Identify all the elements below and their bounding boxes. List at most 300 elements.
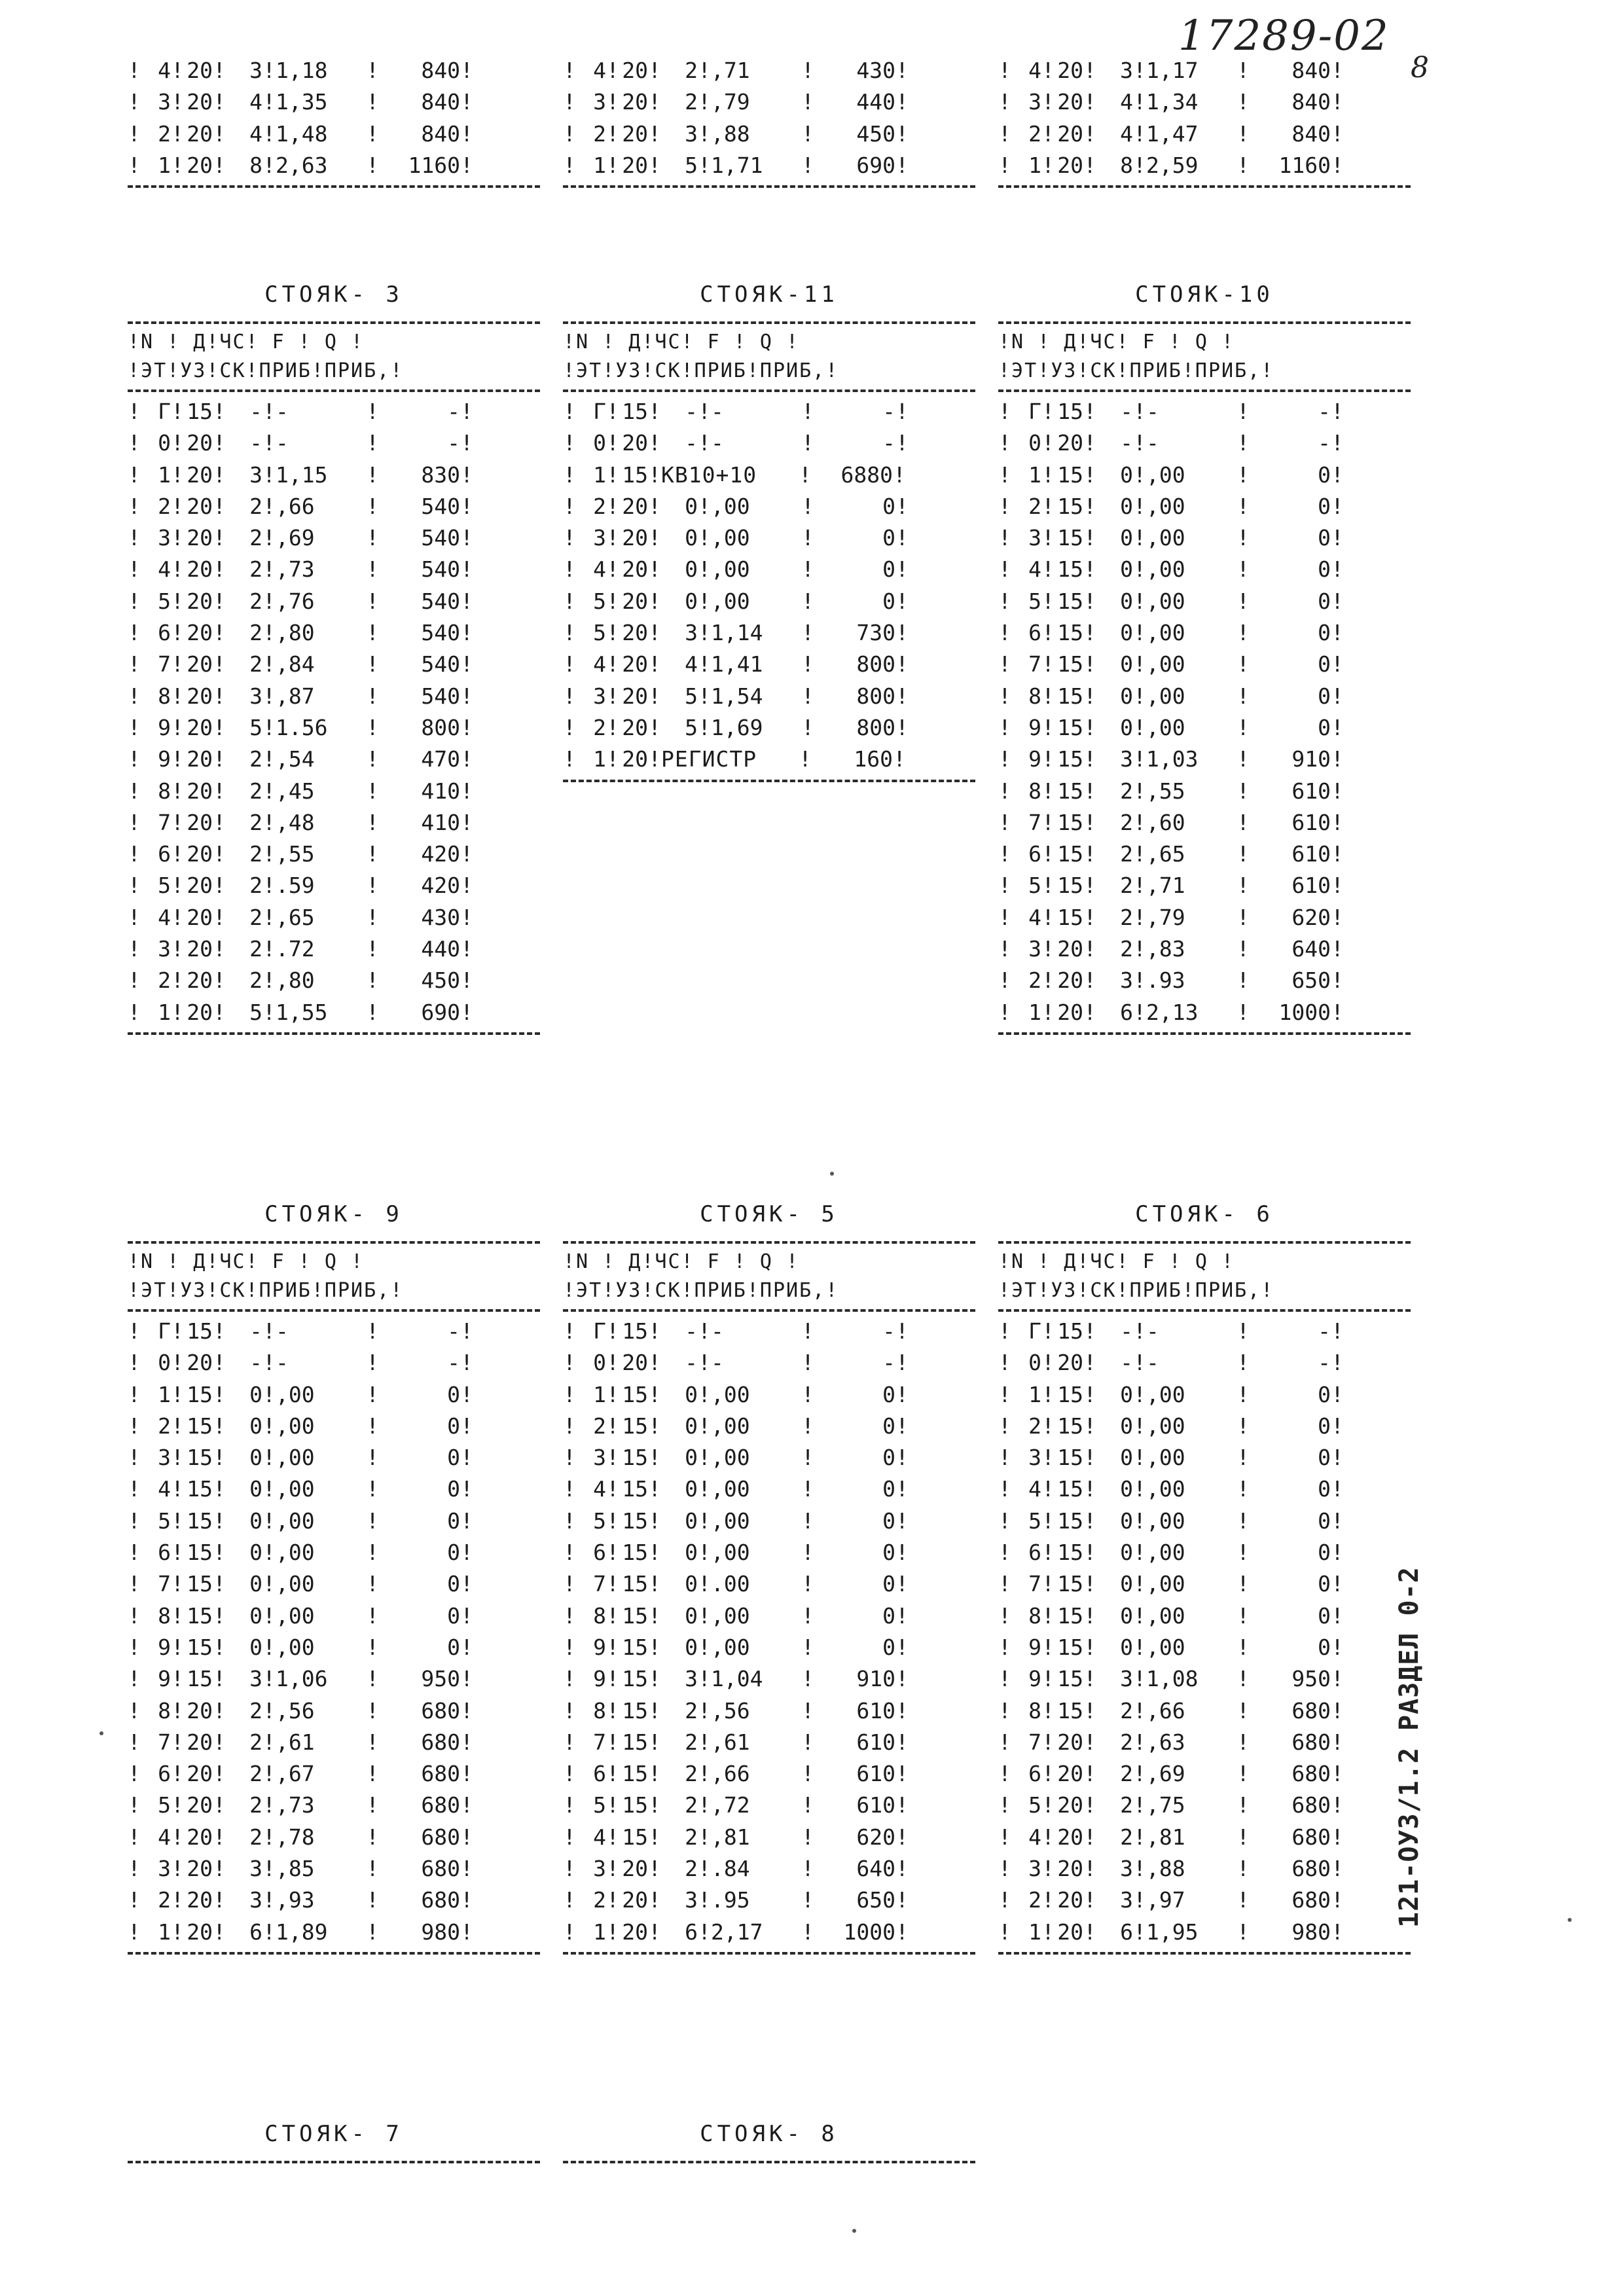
cell-heat-load: 430 [421,904,460,930]
cell-separator: ! [998,714,1011,740]
cell-separator: ! [1331,1476,1344,1502]
cell-separator: ! [128,1571,141,1597]
cell-heat-load: 6880 [840,461,893,488]
table-row [128,902,540,933]
cell-separator: ! [213,620,226,646]
cell-heat-load: 0 [447,1445,460,1471]
table-row [128,427,540,459]
cell-separator: ! [1331,1666,1344,1692]
cell-diameter: 20 [187,1729,213,1755]
table-row [998,55,1411,86]
cell-separator: ! [606,714,619,740]
cell-floor: 3 [1028,525,1041,551]
cell-diameter: 20 [1057,1350,1083,1376]
cell-diameter: 15 [1057,683,1083,709]
cell-separator: ! [460,152,473,178]
cell-separator: ! [998,1792,1011,1818]
cell-separator: ! [460,588,473,614]
cell-floor: 4 [1028,556,1041,583]
cell-separator: ! [1041,1350,1055,1376]
cell-separator: ! [698,152,711,178]
cell-floor: 5 [1028,1508,1041,1534]
table-row [998,839,1411,870]
cell-area: ,63 [1146,1729,1185,1755]
cell-separator: ! [1331,1634,1344,1660]
cell-heat-load: 450 [856,120,895,147]
dashed-rule [128,389,540,392]
cell-separator: ! [128,1476,141,1502]
cell-sections: - [1120,399,1133,424]
cell-diameter: 15 [1057,1318,1083,1344]
cell-separator: ! [1083,841,1096,867]
cell-separator: ! [563,1318,576,1344]
table-row [128,1663,540,1695]
cell-separator: ! [171,809,184,835]
cell-sections: 2 [685,1761,698,1787]
cell-area: ,93 [276,1887,315,1913]
cell-separator: ! [895,620,909,646]
cell-area: ,00 [711,1634,750,1660]
cell-separator: ! [171,620,184,646]
table-row [998,1917,1411,1948]
cell-separator: ! [698,1666,711,1692]
cell-area: ,00 [711,493,750,519]
cell-sections: 0 [1120,461,1133,488]
cell-heat-load: 800 [856,683,895,709]
cell-sections: 5 [685,683,698,709]
cell-separator: ! [1041,1413,1055,1439]
cell-separator: ! [213,904,226,930]
cell-diameter: 20 [187,430,213,456]
cell-separator: ! [606,399,619,424]
cell-separator: ! [128,1540,141,1566]
cell-separator: ! [460,1540,473,1566]
cell-floor: 7 [1028,651,1041,677]
cell-separator: ! [648,1350,661,1376]
cell-separator: ! [1236,1476,1250,1502]
cell-area: ,00 [276,1540,315,1566]
cell-sections: - [685,1318,698,1344]
cell-separator: ! [1331,1571,1344,1597]
cell-separator: ! [1331,746,1344,772]
cell-sections: 2 [249,525,262,551]
cell-separator: ! [1331,1729,1344,1755]
cell-separator: ! [1133,430,1146,456]
cell-separator: ! [1331,1413,1344,1439]
cell-sections: 0 [1120,493,1133,519]
table-row [563,1758,975,1790]
cell-sections: 3 [685,620,698,646]
cell-floor: 4 [1028,1476,1041,1502]
cell-diameter: 15 [187,1318,213,1344]
cell-area: ,00 [1146,1476,1185,1502]
cell-diameter: 20 [187,556,213,583]
cell-heat-load: 1160 [408,152,460,178]
cell-separator: ! [606,1634,619,1660]
cell-separator: ! [648,525,661,551]
riser-table-5 [563,1191,975,1959]
cell-heat-load: 730 [856,620,895,646]
cell-sections-note: КВ10+10 [661,461,757,488]
cell-floor: 3 [593,683,606,709]
cell-separator: ! [213,1602,226,1629]
cell-separator: ! [648,89,661,115]
cell-separator: ! [460,1413,473,1439]
cell-floor: 6 [158,841,171,867]
cell-sections: 0 [1120,651,1133,677]
cell-separator: ! [128,1697,141,1724]
cell-heat-load: 0 [882,1413,895,1439]
cell-separator: ! [262,746,276,772]
cell-separator: ! [1041,525,1055,551]
dashed-rule [998,1952,1411,1955]
cell-area: ,73 [276,1792,315,1818]
cell-separator: ! [801,683,814,709]
cell-separator: ! [563,1540,576,1566]
cell-area: ,00 [711,1508,750,1534]
cell-diameter: 20 [187,1887,213,1913]
table-row [128,1695,540,1727]
cell-separator: ! [262,89,276,115]
table-row [563,1568,975,1600]
cell-separator: ! [801,493,814,519]
cell-heat-load: 840 [1291,58,1331,83]
cell-separator: ! [1331,936,1344,962]
cell-separator: ! [998,1445,1011,1471]
cell-separator: ! [895,1540,909,1566]
cell-diameter: 20 [622,746,648,772]
cell-separator: ! [262,714,276,740]
cell-diameter: 15 [622,1381,648,1407]
cell-separator: ! [1041,873,1055,899]
cell-sections: 0 [1120,1413,1133,1439]
cell-separator: ! [460,651,473,677]
cell-diameter: 20 [1057,1856,1083,1882]
table-body [998,396,1411,1028]
cell-floor: 4 [158,904,171,930]
cell-floor: 4 [593,58,606,83]
cell-separator: ! [1236,1413,1250,1439]
cell-separator: ! [998,493,1011,519]
cell-separator: ! [213,1887,226,1913]
cell-separator: ! [128,778,141,804]
cell-separator: ! [460,399,473,424]
cell-area: - [1146,1350,1159,1376]
cell-sections: 6 [1120,1919,1133,1945]
cell-floor: 2 [158,120,171,147]
cell-floor: 8 [158,1602,171,1629]
cell-floor: 2 [158,967,171,994]
cell-sections: 0 [685,1508,698,1534]
cell-separator: ! [262,1318,276,1344]
cell-floor: 0 [593,1350,606,1376]
cell-separator: ! [1133,461,1146,488]
cell-separator: ! [460,430,473,456]
table-row [563,150,975,181]
cell-separator: ! [563,683,576,709]
cell-heat-load: 420 [421,873,460,899]
cell-separator: ! [998,904,1011,930]
cell-separator: ! [1331,1856,1344,1882]
cell-diameter: 15 [1057,1445,1083,1471]
table-row [998,1727,1411,1758]
cell-separator: ! [366,89,379,115]
cell-floor: 1 [1028,999,1041,1025]
cell-area: ,00 [711,556,750,583]
cell-separator: ! [648,1508,661,1534]
cell-separator: ! [213,1856,226,1882]
table-row [998,1885,1411,1916]
cell-separator: ! [1236,1445,1250,1471]
column-header-line-2: !ЭТ!УЗ!СК!ПРИБ!ПРИБ,! [128,359,404,382]
cell-separator: ! [698,1856,711,1882]
cell-separator: ! [171,714,184,740]
cell-heat-load: 680 [421,1887,460,1913]
cell-separator: ! [998,1856,1011,1882]
riser-title: СТОЯК- 3 [264,281,403,308]
cell-floor: 6 [158,1761,171,1787]
table-row [998,1600,1411,1632]
cell-separator: ! [698,1508,711,1534]
cell-separator: ! [460,967,473,994]
cell-floor: 1 [1028,461,1041,488]
cell-separator: ! [895,1887,909,1913]
cell-separator: ! [895,1856,909,1882]
cell-separator: ! [606,461,619,488]
cell-separator: ! [1083,1666,1096,1692]
cell-separator: ! [698,714,711,740]
cell-separator: ! [128,1856,141,1882]
cell-separator: ! [606,1350,619,1376]
cell-separator: ! [1041,588,1055,614]
cell-diameter: 20 [622,58,648,83]
cell-separator: ! [1041,1761,1055,1787]
cell-floor: 3 [593,1445,606,1471]
cell-separator: ! [1041,683,1055,709]
cell-floor: 7 [158,1571,171,1597]
cell-floor: 2 [593,493,606,519]
cell-floor: 9 [158,1666,171,1692]
cell-separator: ! [606,683,619,709]
cell-sections: 0 [685,1634,698,1660]
cell-diameter: 15 [1057,1540,1083,1566]
cell-heat-load: 540 [421,651,460,677]
cell-heat-load: - [1318,1350,1331,1376]
cell-heat-load: 430 [856,58,895,83]
cell-area: 1,15 [276,461,328,488]
cell-diameter: 20 [187,493,213,519]
cell-area: ,00 [711,1413,750,1439]
cell-separator: ! [801,89,814,115]
cell-separator: ! [213,1318,226,1344]
table-body [563,1316,975,1948]
cell-separator: ! [366,746,379,772]
cell-separator: ! [1041,714,1055,740]
cell-heat-load: 410 [421,778,460,804]
dashed-rule [563,321,975,324]
table-row [998,807,1411,839]
cell-separator: ! [171,1508,184,1534]
cell-separator: ! [171,1540,184,1566]
cell-sections: - [1120,1350,1133,1376]
cell-separator: ! [1041,1634,1055,1660]
cell-separator: ! [895,1602,909,1629]
cell-separator: ! [171,461,184,488]
cell-separator: ! [1041,1445,1055,1471]
cell-separator: ! [171,1445,184,1471]
cell-separator: ! [563,1856,576,1882]
cell-separator: ! [563,651,576,677]
cell-heat-load: 0 [1318,1540,1331,1566]
riser-table-10 [998,272,1411,1039]
cell-separator: ! [1331,1381,1344,1407]
cell-heat-load: 650 [1291,967,1331,994]
cell-diameter: 15 [622,1540,648,1566]
cell-separator: ! [460,1729,473,1755]
cell-sections: 0 [249,1413,262,1439]
cell-separator: ! [1331,1792,1344,1818]
table-row [128,839,540,870]
cell-separator: ! [998,1824,1011,1850]
cell-heat-load: 540 [421,493,460,519]
cell-area: ,79 [711,89,750,115]
cell-heat-load: 0 [882,1476,895,1502]
cell-diameter: 20 [1057,999,1083,1025]
cell-sections: 8 [1120,152,1133,178]
cell-floor: 0 [1028,430,1041,456]
cell-separator: ! [1331,1697,1344,1724]
cell-area: 1,34 [1146,89,1199,115]
cell-separator: ! [648,1824,661,1850]
cell-separator: ! [1331,493,1344,519]
column-header-line-1: !N ! Д!ЧС! F ! Q ! [563,1250,800,1273]
cell-separator: ! [895,588,909,614]
cell-separator: ! [213,493,226,519]
cell-separator: ! [998,936,1011,962]
cell-diameter: 20 [187,1350,213,1376]
cell-sections: 3 [249,1666,262,1692]
cell-separator: ! [128,873,141,899]
cell-separator: ! [262,556,276,583]
cell-diameter: 20 [187,1792,213,1818]
cell-separator: ! [895,1666,909,1692]
cell-separator: ! [698,651,711,677]
cell-separator: ! [648,620,661,646]
cell-separator: ! [366,1602,379,1629]
cell-separator: ! [698,1792,711,1818]
cell-separator: ! [606,1824,619,1850]
cell-sections: 0 [249,1445,262,1471]
table-row [563,1663,975,1695]
cell-area: ,00 [276,1571,315,1597]
cell-heat-load: - [882,1350,895,1376]
cell-area: ,76 [276,588,315,614]
cell-area: - [711,1318,724,1344]
dashed-rule [128,1309,540,1312]
dashed-rule [998,389,1411,392]
cell-heat-load: 0 [1318,525,1331,551]
cell-separator: ! [563,1381,576,1407]
cell-area: ,66 [1146,1697,1185,1724]
cell-area: 2,13 [1146,999,1199,1025]
cell-separator: ! [801,1540,814,1566]
cell-separator: ! [1236,120,1250,147]
cell-diameter: 20 [622,430,648,456]
cell-separator: ! [801,620,814,646]
cell-separator: ! [213,778,226,804]
cell-floor: 0 [593,430,606,456]
cell-separator: ! [262,1571,276,1597]
cell-diameter: 15 [187,1634,213,1660]
cell-sections: 0 [1120,683,1133,709]
riser-title-8-block [563,2111,975,2167]
cell-separator: ! [460,1792,473,1818]
column-header-line-1: !N ! Д!ЧС! F ! Q ! [128,1250,365,1273]
cell-floor: 1 [593,461,606,488]
cell-floor: Г [158,399,171,424]
cell-heat-load: 0 [882,556,895,583]
cell-separator: ! [1236,999,1250,1025]
cell-separator: ! [1083,620,1096,646]
cell-separator: ! [895,556,909,583]
cell-area: 1,08 [1146,1666,1199,1692]
cell-floor: 2 [593,120,606,147]
cell-heat-load: 680 [421,1856,460,1882]
cell-separator: ! [563,461,576,488]
cell-separator: ! [563,1697,576,1724]
cell-heat-load: 0 [882,1634,895,1660]
cell-area: ,00 [276,1602,315,1629]
cell-separator: ! [171,120,184,147]
cell-separator: ! [998,1666,1011,1692]
cell-area: ,55 [1146,778,1185,804]
cell-separator: ! [128,1666,141,1692]
cell-separator: ! [262,1666,276,1692]
cell-floor: 4 [593,556,606,583]
table-row [128,522,540,554]
table-row [563,1695,975,1727]
cell-area: 1,55 [276,999,328,1025]
cell-separator: ! [1236,620,1250,646]
cell-separator: ! [801,152,814,178]
cell-separator: ! [698,683,711,709]
cell-separator: ! [563,1445,576,1471]
cell-separator: ! [213,1919,226,1945]
cell-separator: ! [128,1761,141,1787]
cell-separator: ! [998,967,1011,994]
table-row [128,617,540,649]
cell-separator: ! [1236,1824,1250,1850]
cell-separator: ! [262,1761,276,1787]
cell-separator: ! [698,120,711,147]
dashed-rule [563,389,975,392]
cell-separator: ! [213,809,226,835]
cell-floor: 9 [593,1666,606,1692]
cell-area: ,00 [711,1381,750,1407]
cell-separator: ! [648,556,661,583]
cell-separator: ! [171,1919,184,1945]
cell-area: ,55 [276,841,315,867]
cell-diameter: 20 [622,89,648,115]
cell-diameter: 20 [622,120,648,147]
cell-separator: ! [606,1697,619,1724]
cell-separator: ! [1041,1792,1055,1818]
cell-separator: ! [171,746,184,772]
cell-heat-load: 680 [1291,1856,1331,1882]
cell-floor: 5 [593,620,606,646]
table-row [998,965,1411,996]
cell-separator: ! [1083,1318,1096,1344]
